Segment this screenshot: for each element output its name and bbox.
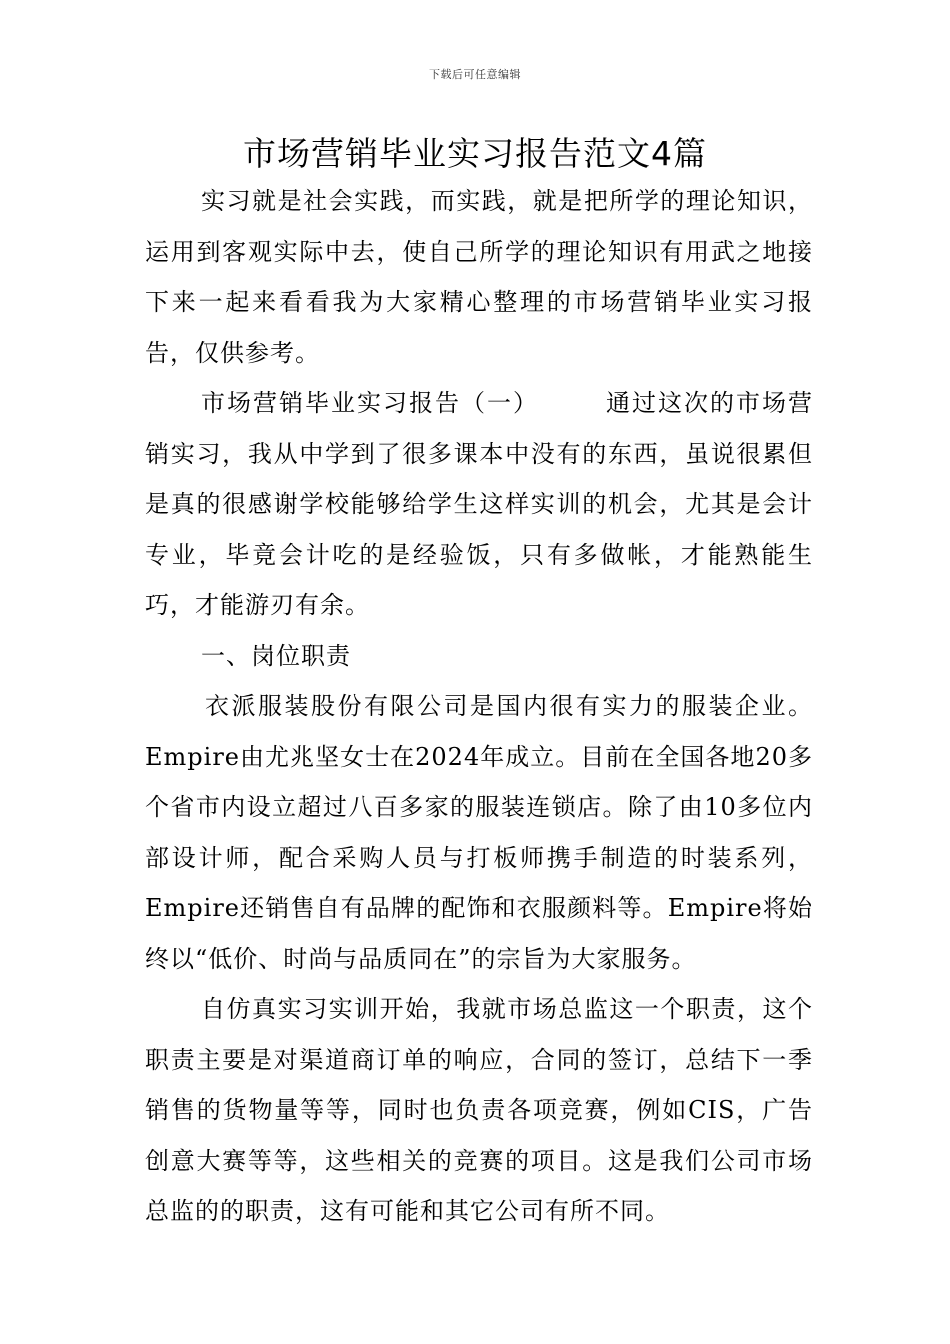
header-note: 下载后可任意编辑	[429, 68, 521, 81]
section1-text: 通过这次的市场营销实习，我从中学到了很多课本中没有的东西，虽说很累但是真的很感谢学校能够给学生这样实训的机会，尤其是会计专业，毕竟会计吃的是经验饭，只有多做帐，才能熟能生巧，才能游刃有余。	[145, 389, 813, 619]
subheading-duties: 一、岗位职责	[201, 641, 351, 670]
section1-heading: 市场营销毕业实习报告（一）	[201, 389, 539, 417]
intro-paragraph: 实习就是社会实践，而实践，就是把所学的理论知识，运用到客观实际中去，使自己所学的理论知识有用武之地接下来一起来看看我为大家精心整理的市场营销毕业实习报告，仅供参考。	[145, 187, 813, 367]
company-paragraph: 衣派服装股份有限公司是国内很有实力的服装企业。Empire由尤兆坚女士在2024年成立。目前在全国各地20多个省市内设立超过八百多家的服装连锁店。除了由10多位内部设计师，配合采购人员与打板师携手制造的时装系列，Empire还销售自有品牌的配饰和衣服颜料等。Empire将始终以“低价、时尚与品质同在”的宗旨为大家服务。	[145, 692, 813, 973]
document-title: 市场营销毕业实习报告范文4篇	[243, 134, 707, 173]
duty-paragraph: 自仿真实习实训开始，我就市场总监这一个职责，这个职责主要是对渠道商订单的响应，合同的签订，总结下一季销售的货物量等等，同时也负责各项竞赛，例如CIS，广告创意大赛等等，这些相关的竞赛的项目。这是我们公司市场总监的的职责，这有可能和其它公司有所不同。	[145, 995, 813, 1225]
section1-paragraph	[145, 378, 813, 631]
document-body	[145, 176, 813, 1237]
